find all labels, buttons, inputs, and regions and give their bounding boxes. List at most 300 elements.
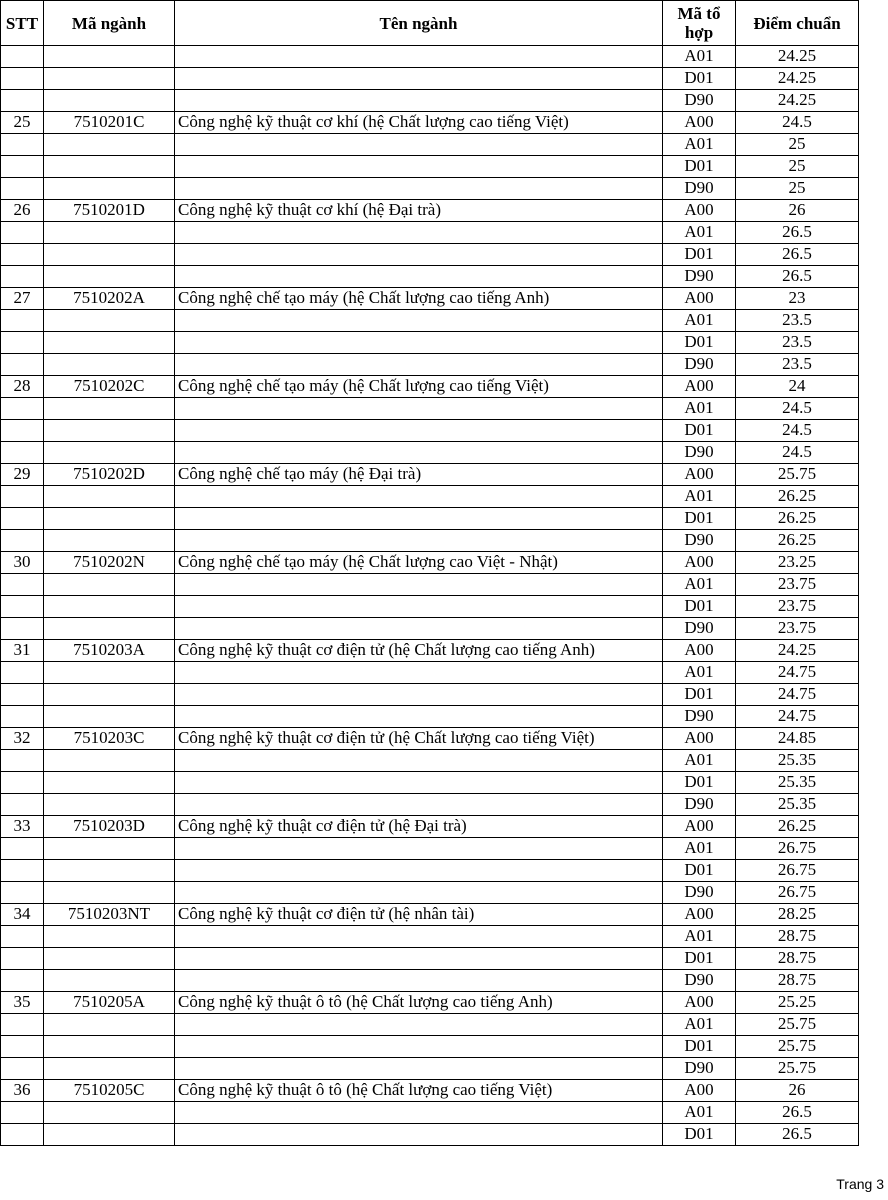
cell-ten-nganh — [175, 310, 663, 332]
cell-ma-to-hop: D01 — [663, 596, 736, 618]
cell-diem-chuan: 23.25 — [736, 552, 859, 574]
page-number: Trang 3 — [836, 1176, 884, 1192]
table-row — [1, 662, 859, 684]
table-row — [1, 508, 859, 530]
cell-ma-to-hop: D90 — [663, 1058, 736, 1080]
table-row — [1, 552, 859, 574]
cell-stt: 31 — [1, 640, 44, 662]
cell-diem-chuan: 26.75 — [736, 838, 859, 860]
header-ten-nganh: Tên ngành — [175, 1, 663, 46]
cell-stt: 30 — [1, 552, 44, 574]
cell-ma-to-hop: A01 — [663, 662, 736, 684]
cell-diem-chuan: 25.25 — [736, 992, 859, 1014]
cell-ma-to-hop: D90 — [663, 442, 736, 464]
cell-ma-nganh — [44, 442, 175, 464]
cell-stt — [1, 442, 44, 464]
cell-ma-to-hop: A01 — [663, 310, 736, 332]
cell-ma-to-hop: D01 — [663, 948, 736, 970]
cell-stt — [1, 1014, 44, 1036]
cell-ten-nganh — [175, 772, 663, 794]
cell-stt: 35 — [1, 992, 44, 1014]
cell-diem-chuan: 23.75 — [736, 618, 859, 640]
cell-ma-to-hop: D01 — [663, 244, 736, 266]
table-row — [1, 310, 859, 332]
cell-diem-chuan: 26 — [736, 200, 859, 222]
cell-ten-nganh — [175, 486, 663, 508]
table-row — [1, 1102, 859, 1124]
cell-ten-nganh — [175, 398, 663, 420]
cell-stt — [1, 1124, 44, 1146]
table-row — [1, 1058, 859, 1080]
cell-ma-to-hop: A01 — [663, 486, 736, 508]
cell-ma-nganh — [44, 772, 175, 794]
cell-stt — [1, 860, 44, 882]
cell-ma-to-hop: A01 — [663, 574, 736, 596]
cell-ma-to-hop: A00 — [663, 816, 736, 838]
cell-ma-nganh: 7510202D — [44, 464, 175, 486]
cell-ten-nganh — [175, 706, 663, 728]
cell-ten-nganh — [175, 90, 663, 112]
table-row — [1, 156, 859, 178]
table-row — [1, 266, 859, 288]
cell-stt — [1, 706, 44, 728]
cell-ten-nganh: Công nghệ chế tạo máy (hệ Chất lượng cao tiếng Việt) — [175, 376, 663, 398]
cell-stt — [1, 772, 44, 794]
cell-ten-nganh — [175, 948, 663, 970]
cell-ma-nganh: 7510205C — [44, 1080, 175, 1102]
cell-stt — [1, 46, 44, 68]
cell-ma-to-hop: D01 — [663, 772, 736, 794]
cell-ma-nganh — [44, 46, 175, 68]
cell-ten-nganh — [175, 244, 663, 266]
cell-ten-nganh: Công nghệ kỹ thuật cơ khí (hệ Đại trà) — [175, 200, 663, 222]
cell-ten-nganh — [175, 354, 663, 376]
cell-diem-chuan: 23.75 — [736, 596, 859, 618]
cell-ma-to-hop: A01 — [663, 46, 736, 68]
cell-stt: 36 — [1, 1080, 44, 1102]
cell-stt — [1, 134, 44, 156]
cell-ma-nganh — [44, 156, 175, 178]
cell-stt — [1, 574, 44, 596]
cell-stt: 26 — [1, 200, 44, 222]
cell-stt — [1, 750, 44, 772]
cell-stt — [1, 530, 44, 552]
cell-diem-chuan: 23.5 — [736, 332, 859, 354]
cell-diem-chuan: 25 — [736, 134, 859, 156]
cell-stt — [1, 1036, 44, 1058]
table-row — [1, 376, 859, 398]
cell-ma-nganh: 7510202N — [44, 552, 175, 574]
cell-diem-chuan: 26.25 — [736, 508, 859, 530]
cell-diem-chuan: 24.25 — [736, 68, 859, 90]
cell-stt — [1, 1058, 44, 1080]
cell-diem-chuan: 23.5 — [736, 310, 859, 332]
cell-ma-nganh — [44, 90, 175, 112]
cell-stt: 34 — [1, 904, 44, 926]
cell-ma-to-hop: A00 — [663, 112, 736, 134]
table-row — [1, 574, 859, 596]
cell-ma-to-hop: A01 — [663, 222, 736, 244]
cell-stt — [1, 618, 44, 640]
cell-diem-chuan: 26.75 — [736, 860, 859, 882]
cell-diem-chuan: 25.75 — [736, 464, 859, 486]
cell-ma-to-hop: A00 — [663, 640, 736, 662]
cell-stt — [1, 156, 44, 178]
cell-stt — [1, 508, 44, 530]
cell-diem-chuan: 23 — [736, 288, 859, 310]
table-row — [1, 332, 859, 354]
cell-ma-to-hop: D90 — [663, 882, 736, 904]
table-row — [1, 178, 859, 200]
cell-ten-nganh: Công nghệ kỹ thuật cơ điện tử (hệ nhân tài) — [175, 904, 663, 926]
cell-ma-nganh — [44, 1058, 175, 1080]
cell-ma-nganh: 7510201D — [44, 200, 175, 222]
cell-ten-nganh — [175, 662, 663, 684]
cell-ten-nganh — [175, 156, 663, 178]
cell-ma-nganh — [44, 1102, 175, 1124]
cell-diem-chuan: 28.75 — [736, 926, 859, 948]
cell-ma-to-hop: A00 — [663, 992, 736, 1014]
cell-diem-chuan: 23.5 — [736, 354, 859, 376]
cell-ten-nganh — [175, 68, 663, 90]
cell-stt: 25 — [1, 112, 44, 134]
cell-stt: 27 — [1, 288, 44, 310]
table-row — [1, 288, 859, 310]
cell-ma-to-hop: D01 — [663, 1124, 736, 1146]
cell-ten-nganh — [175, 1102, 663, 1124]
cell-ten-nganh — [175, 838, 663, 860]
header-ma-to-hop: Mã tổ hợp — [663, 1, 736, 46]
cell-ma-to-hop: D90 — [663, 530, 736, 552]
cell-diem-chuan: 25 — [736, 156, 859, 178]
table-row — [1, 992, 859, 1014]
cell-ma-nganh — [44, 662, 175, 684]
cell-stt — [1, 882, 44, 904]
table-row — [1, 244, 859, 266]
cell-ten-nganh: Công nghệ chế tạo máy (hệ Đại trà) — [175, 464, 663, 486]
table-row — [1, 442, 859, 464]
cell-diem-chuan: 24.25 — [736, 640, 859, 662]
cell-ma-nganh — [44, 706, 175, 728]
cell-ma-nganh: 7510203NT — [44, 904, 175, 926]
cell-ma-to-hop: D01 — [663, 420, 736, 442]
cell-ma-nganh — [44, 222, 175, 244]
cell-stt — [1, 948, 44, 970]
cell-ma-nganh — [44, 970, 175, 992]
cell-ten-nganh — [175, 46, 663, 68]
cell-diem-chuan: 25.75 — [736, 1014, 859, 1036]
cell-ten-nganh — [175, 618, 663, 640]
cell-ma-nganh — [44, 68, 175, 90]
cell-diem-chuan: 24.5 — [736, 398, 859, 420]
cell-diem-chuan: 26.25 — [736, 530, 859, 552]
cell-stt — [1, 354, 44, 376]
cell-diem-chuan: 28.25 — [736, 904, 859, 926]
cell-ma-to-hop: A00 — [663, 200, 736, 222]
table-row — [1, 134, 859, 156]
cell-ten-nganh — [175, 1124, 663, 1146]
table-row — [1, 200, 859, 222]
cell-ma-nganh: 7510202A — [44, 288, 175, 310]
table-row — [1, 1036, 859, 1058]
cell-stt: 28 — [1, 376, 44, 398]
table-row — [1, 1124, 859, 1146]
cell-ma-nganh: 7510201C — [44, 112, 175, 134]
table-row — [1, 684, 859, 706]
cell-diem-chuan: 24 — [736, 376, 859, 398]
cell-stt: 32 — [1, 728, 44, 750]
table-row — [1, 772, 859, 794]
cell-diem-chuan: 24.25 — [736, 90, 859, 112]
cell-ten-nganh — [175, 222, 663, 244]
table-row — [1, 706, 859, 728]
cell-ma-to-hop: D90 — [663, 970, 736, 992]
table-row — [1, 464, 859, 486]
cell-ma-to-hop: A01 — [663, 398, 736, 420]
cell-stt — [1, 1102, 44, 1124]
cell-ma-to-hop: D01 — [663, 860, 736, 882]
cell-diem-chuan: 25.35 — [736, 750, 859, 772]
cell-diem-chuan: 26.5 — [736, 244, 859, 266]
cell-diem-chuan: 23.75 — [736, 574, 859, 596]
cell-ma-to-hop: A01 — [663, 134, 736, 156]
cell-diem-chuan: 24.75 — [736, 706, 859, 728]
cell-diem-chuan: 24.5 — [736, 442, 859, 464]
cell-ten-nganh: Công nghệ chế tạo máy (hệ Chất lượng cao tiếng Anh) — [175, 288, 663, 310]
table-row — [1, 860, 859, 882]
cell-ten-nganh — [175, 420, 663, 442]
cell-diem-chuan: 25.75 — [736, 1058, 859, 1080]
cell-diem-chuan: 24.25 — [736, 46, 859, 68]
cell-ten-nganh — [175, 442, 663, 464]
cell-ma-to-hop: A00 — [663, 464, 736, 486]
table-row — [1, 904, 859, 926]
cell-ma-nganh — [44, 684, 175, 706]
cell-ten-nganh: Công nghệ kỹ thuật ô tô (hệ Chất lượng cao tiếng Anh) — [175, 992, 663, 1014]
cell-diem-chuan: 24.75 — [736, 684, 859, 706]
cell-ma-to-hop: D90 — [663, 706, 736, 728]
table-row — [1, 618, 859, 640]
cell-stt: 33 — [1, 816, 44, 838]
cell-ma-to-hop: A01 — [663, 1014, 736, 1036]
cell-diem-chuan: 28.75 — [736, 970, 859, 992]
table-row — [1, 838, 859, 860]
table-row — [1, 926, 859, 948]
cell-ten-nganh: Công nghệ kỹ thuật cơ khí (hệ Chất lượng cao tiếng Việt) — [175, 112, 663, 134]
cell-diem-chuan: 26.5 — [736, 222, 859, 244]
cell-ma-nganh — [44, 486, 175, 508]
cell-ma-to-hop: A01 — [663, 838, 736, 860]
cell-ten-nganh — [175, 508, 663, 530]
cell-ten-nganh — [175, 926, 663, 948]
cell-stt — [1, 266, 44, 288]
table-row — [1, 816, 859, 838]
table-row — [1, 728, 859, 750]
cell-ma-nganh: 7510203A — [44, 640, 175, 662]
cell-diem-chuan: 24.85 — [736, 728, 859, 750]
table-row — [1, 750, 859, 772]
cell-ma-to-hop: A01 — [663, 926, 736, 948]
cell-ma-nganh — [44, 618, 175, 640]
cell-diem-chuan: 26.5 — [736, 1124, 859, 1146]
cell-stt — [1, 420, 44, 442]
cell-diem-chuan: 24.5 — [736, 420, 859, 442]
table-row — [1, 420, 859, 442]
cell-ma-nganh: 7510203D — [44, 816, 175, 838]
cell-ma-nganh — [44, 596, 175, 618]
cell-ma-nganh — [44, 332, 175, 354]
cell-diem-chuan: 25 — [736, 178, 859, 200]
cell-ten-nganh — [175, 530, 663, 552]
cell-ten-nganh — [175, 596, 663, 618]
cell-diem-chuan: 26 — [736, 1080, 859, 1102]
cell-stt — [1, 222, 44, 244]
cell-ma-nganh — [44, 420, 175, 442]
table-row — [1, 222, 859, 244]
cell-stt — [1, 398, 44, 420]
cell-ma-nganh — [44, 750, 175, 772]
cell-ma-nganh — [44, 1036, 175, 1058]
cell-stt — [1, 68, 44, 90]
cell-ten-nganh: Công nghệ chế tạo máy (hệ Chất lượng cao Việt - Nhật) — [175, 552, 663, 574]
cell-ma-to-hop: D01 — [663, 156, 736, 178]
cell-ma-to-hop: D90 — [663, 794, 736, 816]
table-row — [1, 90, 859, 112]
cell-stt — [1, 178, 44, 200]
cell-ma-nganh — [44, 882, 175, 904]
cell-stt — [1, 90, 44, 112]
table-row — [1, 112, 859, 134]
cell-stt — [1, 684, 44, 706]
cell-ma-to-hop: A00 — [663, 904, 736, 926]
cell-ten-nganh — [175, 882, 663, 904]
cell-ma-to-hop: D01 — [663, 684, 736, 706]
cell-stt — [1, 332, 44, 354]
cell-ten-nganh — [175, 684, 663, 706]
cell-ma-nganh — [44, 354, 175, 376]
cell-stt — [1, 838, 44, 860]
cell-diem-chuan: 25.35 — [736, 772, 859, 794]
cell-stt — [1, 244, 44, 266]
cell-diem-chuan: 25.35 — [736, 794, 859, 816]
cell-ma-nganh — [44, 244, 175, 266]
cell-stt — [1, 596, 44, 618]
cell-diem-chuan: 25.75 — [736, 1036, 859, 1058]
cell-ten-nganh — [175, 266, 663, 288]
table-row — [1, 794, 859, 816]
table-row — [1, 970, 859, 992]
table-row — [1, 640, 859, 662]
cell-stt — [1, 926, 44, 948]
cell-diem-chuan: 24.5 — [736, 112, 859, 134]
cell-ten-nganh — [175, 970, 663, 992]
cell-ma-nganh — [44, 838, 175, 860]
cell-ma-nganh: 7510203C — [44, 728, 175, 750]
table-row — [1, 948, 859, 970]
cell-ma-nganh — [44, 310, 175, 332]
cell-ma-nganh: 7510205A — [44, 992, 175, 1014]
cell-diem-chuan: 24.75 — [736, 662, 859, 684]
cell-ma-to-hop: A00 — [663, 552, 736, 574]
cell-ma-nganh — [44, 926, 175, 948]
cell-ma-nganh — [44, 860, 175, 882]
cell-ma-to-hop: D90 — [663, 178, 736, 200]
cell-ma-to-hop: A00 — [663, 1080, 736, 1102]
cell-ma-to-hop: A00 — [663, 376, 736, 398]
cell-ten-nganh — [175, 332, 663, 354]
cell-ma-nganh — [44, 1014, 175, 1036]
cell-ten-nganh: Công nghệ kỹ thuật cơ điện tử (hệ Chất lượng cao tiếng Anh) — [175, 640, 663, 662]
cell-ma-to-hop: D01 — [663, 1036, 736, 1058]
table-row — [1, 1080, 859, 1102]
cell-diem-chuan: 26.25 — [736, 816, 859, 838]
cell-ten-nganh — [175, 860, 663, 882]
table-row — [1, 596, 859, 618]
cell-ma-to-hop: A01 — [663, 1102, 736, 1124]
cell-ten-nganh — [175, 178, 663, 200]
cell-diem-chuan: 26.75 — [736, 882, 859, 904]
cell-ma-to-hop: D90 — [663, 266, 736, 288]
header-ma-nganh: Mã ngành — [44, 1, 175, 46]
table-row — [1, 882, 859, 904]
cell-stt — [1, 310, 44, 332]
cell-ma-nganh — [44, 1124, 175, 1146]
table-row — [1, 486, 859, 508]
table-header-row — [1, 1, 859, 46]
cell-ten-nganh — [175, 134, 663, 156]
cell-ma-to-hop: A00 — [663, 288, 736, 310]
cell-stt: 29 — [1, 464, 44, 486]
cell-ma-to-hop: A00 — [663, 728, 736, 750]
table-row — [1, 46, 859, 68]
cell-ten-nganh: Công nghệ kỹ thuật cơ điện tử (hệ Chất lượng cao tiếng Việt) — [175, 728, 663, 750]
cell-ten-nganh — [175, 574, 663, 596]
cell-ma-nganh — [44, 508, 175, 530]
table-row — [1, 398, 859, 420]
cell-ma-to-hop: A01 — [663, 750, 736, 772]
cell-ma-nganh — [44, 178, 175, 200]
cell-ma-nganh — [44, 530, 175, 552]
cell-diem-chuan: 26.25 — [736, 486, 859, 508]
header-stt: STT — [1, 1, 44, 46]
table-row — [1, 68, 859, 90]
cell-diem-chuan: 26.5 — [736, 1102, 859, 1124]
cell-stt — [1, 486, 44, 508]
table-row — [1, 354, 859, 376]
cell-diem-chuan: 28.75 — [736, 948, 859, 970]
cell-stt — [1, 794, 44, 816]
cell-ma-to-hop: D01 — [663, 68, 736, 90]
cell-ma-to-hop: D90 — [663, 90, 736, 112]
table-row — [1, 530, 859, 552]
cell-ma-nganh — [44, 398, 175, 420]
cell-ten-nganh: Công nghệ kỹ thuật cơ điện tử (hệ Đại trà) — [175, 816, 663, 838]
cell-ma-to-hop: D01 — [663, 508, 736, 530]
header-diem-chuan: Điểm chuẩn — [736, 1, 859, 46]
cell-ten-nganh — [175, 1014, 663, 1036]
cell-stt — [1, 970, 44, 992]
cell-ma-nganh — [44, 134, 175, 156]
cell-ma-nganh — [44, 574, 175, 596]
cell-ten-nganh — [175, 1036, 663, 1058]
cell-stt — [1, 662, 44, 684]
cell-ten-nganh — [175, 750, 663, 772]
cell-ten-nganh: Công nghệ kỹ thuật ô tô (hệ Chất lượng cao tiếng Việt) — [175, 1080, 663, 1102]
cell-ma-to-hop: D90 — [663, 354, 736, 376]
cell-ma-nganh — [44, 794, 175, 816]
cell-ma-nganh — [44, 266, 175, 288]
cell-ma-to-hop: D90 — [663, 618, 736, 640]
